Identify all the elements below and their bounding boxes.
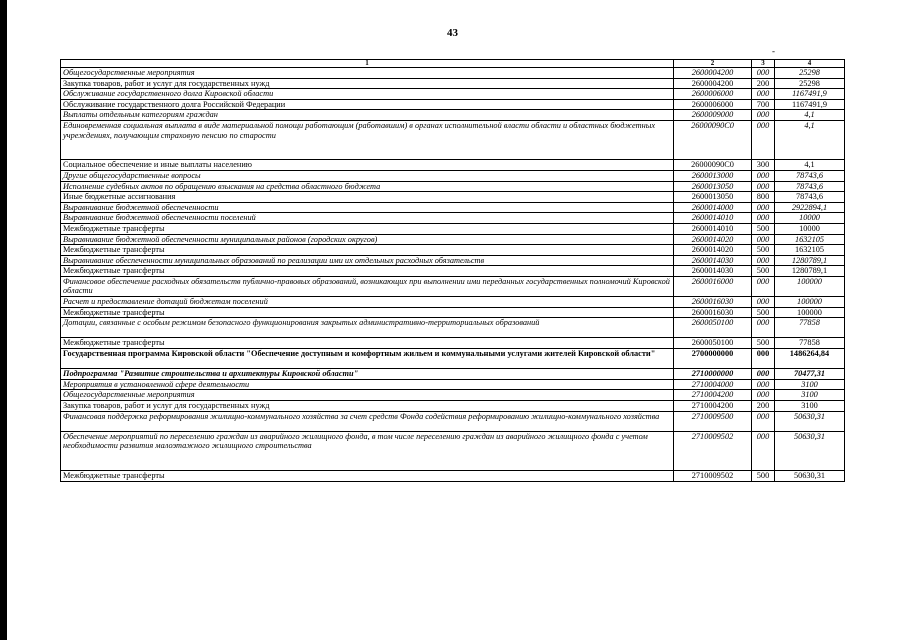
cell-name: Обслуживание государственного долга Российской Федерации (61, 99, 674, 110)
table-row (61, 338, 845, 349)
cell-name: Выравнивание бюджетной обеспеченности (61, 202, 674, 213)
table-row (61, 181, 845, 192)
header-cell-amount: 4 (775, 60, 845, 68)
cell-name: Мероприятия в установленной сфере деятельности (61, 379, 674, 390)
cell-code: 26000090С0 (674, 160, 752, 171)
cell-code: 2600014020 (674, 245, 752, 256)
cell-code: 26000090С0 (674, 120, 752, 159)
cell-amount: 1632105 (775, 245, 845, 256)
table-row (61, 276, 845, 296)
cell-name: Социальное обеспечение и иные выплаты населению (61, 160, 674, 171)
cell-name: Общегосударственные мероприятия (61, 68, 674, 79)
cell-amount: 4,1 (775, 120, 845, 159)
cell-code: 2710000000 (674, 369, 752, 380)
cell-amount: 100000 (775, 276, 845, 296)
cell-name: Финансовая поддержка реформирования жилищно-коммунального хозяйства за счет средств Фонда содействия реформированию жилищно-коммунального хозяйства (61, 411, 674, 431)
table-row (61, 471, 845, 482)
cell-amount: 77858 (775, 338, 845, 349)
cell-code: 2700000000 (674, 349, 752, 369)
cell-code: 2600014030 (674, 266, 752, 277)
cell-vr: 000 (752, 276, 775, 296)
cell-amount: 50630,31 (775, 431, 845, 470)
cell-code: 2600014030 (674, 255, 752, 266)
table-row (61, 255, 845, 266)
cell-code: 2600050100 (674, 338, 752, 349)
cell-name: Выравнивание бюджетной обеспеченности муниципальных районов (городских округов) (61, 234, 674, 245)
cell-amount: 1167491,9 (775, 99, 845, 110)
top-mark: - (772, 46, 775, 56)
cell-name: Закупка товаров, работ и услуг для государственных нужд (61, 78, 674, 89)
cell-code: 2600014010 (674, 223, 752, 234)
cell-name: Межбюджетные трансферты (61, 307, 674, 318)
cell-name: Межбюджетные трансферты (61, 223, 674, 234)
cell-vr: 800 (752, 192, 775, 203)
cell-code: 2600013050 (674, 181, 752, 192)
cell-code: 2600009000 (674, 110, 752, 121)
cell-name: Другие общегосударственные вопросы (61, 170, 674, 181)
table-row (61, 234, 845, 245)
cell-vr: 000 (752, 170, 775, 181)
cell-name: Иные бюджетные ассигнования (61, 192, 674, 203)
cell-code: 2600014010 (674, 213, 752, 224)
table-row (61, 202, 845, 213)
cell-vr: 000 (752, 297, 775, 308)
cell-amount: 78743,6 (775, 192, 845, 203)
table-row (61, 401, 845, 412)
table-row (61, 99, 845, 110)
table-row (61, 379, 845, 390)
cell-name: Выравнивание бюджетной обеспеченности поселений (61, 213, 674, 224)
cell-vr: 200 (752, 401, 775, 412)
cell-amount: 3100 (775, 379, 845, 390)
cell-amount: 50630,31 (775, 411, 845, 431)
cell-name: Межбюджетные трансферты (61, 338, 674, 349)
cell-code: 2600014000 (674, 202, 752, 213)
cell-vr: 500 (752, 223, 775, 234)
cell-amount: 1632105 (775, 234, 845, 245)
table-row (61, 120, 845, 159)
cell-vr: 000 (752, 68, 775, 79)
cell-amount: 25298 (775, 78, 845, 89)
cell-vr: 500 (752, 338, 775, 349)
cell-amount: 1486264,84 (775, 349, 845, 369)
table-row (61, 89, 845, 100)
cell-name: Межбюджетные трансферты (61, 245, 674, 256)
table-row (61, 245, 845, 256)
cell-vr: 300 (752, 160, 775, 171)
cell-amount: 25298 (775, 68, 845, 79)
cell-code: 2710009502 (674, 431, 752, 470)
cell-amount: 4,1 (775, 160, 845, 171)
cell-name: Исполнение судебных актов по обращению взыскания на средства областного бюджета (61, 181, 674, 192)
cell-vr: 000 (752, 234, 775, 245)
cell-name: Подпрограмма "Развитие строительства и архитектуры Кировской области" (61, 369, 674, 380)
cell-name: Единовременная социальная выплата в виде материальной помощи работающим (работавшим) в органах исполнительной власти области и областных бюджетных учреждениях, получающим страховую пенсию по старости (61, 120, 674, 159)
table-row (61, 170, 845, 181)
cell-amount: 1280789,1 (775, 266, 845, 277)
cell-code: 2710009502 (674, 471, 752, 482)
cell-amount: 77858 (775, 318, 845, 338)
table-row (61, 192, 845, 203)
cell-code: 2600050100 (674, 318, 752, 338)
table-row (61, 349, 845, 369)
table-row (61, 223, 845, 234)
cell-amount: 3100 (775, 401, 845, 412)
cell-vr: 000 (752, 349, 775, 369)
cell-amount: 1280789,1 (775, 255, 845, 266)
budget-table (60, 59, 845, 482)
cell-amount: 50630,31 (775, 471, 845, 482)
cell-code: 2600014020 (674, 234, 752, 245)
cell-code: 2600016030 (674, 297, 752, 308)
cell-name: Финансовое обеспечение расходных обязательств публично-правовых образований, возникающих при выполнении ими переданных государственных полномочий Кировской области (61, 276, 674, 296)
cell-vr: 700 (752, 99, 775, 110)
table-row (61, 297, 845, 308)
cell-code: 2710004000 (674, 379, 752, 390)
cell-vr: 000 (752, 181, 775, 192)
cell-amount: 10000 (775, 213, 845, 224)
cell-amount: 10000 (775, 223, 845, 234)
cell-name: Государственная программа Кировской области "Обеспечение доступным и комфортным жильем и коммунальными услугами жителей Кировской области" (61, 349, 674, 369)
page-number: 43 (447, 27, 458, 39)
cell-code: 2600004200 (674, 68, 752, 79)
cell-vr: 200 (752, 78, 775, 89)
cell-vr: 500 (752, 471, 775, 482)
cell-code: 2600013000 (674, 170, 752, 181)
cell-amount: 70477,31 (775, 369, 845, 380)
table-row (61, 411, 845, 431)
cell-vr: 500 (752, 307, 775, 318)
cell-amount: 3100 (775, 390, 845, 401)
table-row (61, 307, 845, 318)
cell-amount: 78743,6 (775, 181, 845, 192)
cell-name: Обеспечение мероприятий по переселению граждан из аварийного жилищного фонда, в том числе переселению граждан из аварийного жилищного фонда с учетом необходимости развития малоэтажного жилищного строительства (61, 431, 674, 470)
cell-name: Межбюджетные трансферты (61, 266, 674, 277)
cell-code: 2710009500 (674, 411, 752, 431)
header-row (61, 60, 845, 68)
table-row (61, 369, 845, 380)
cell-name: Выплаты отдельным категориям граждан (61, 110, 674, 121)
cell-amount: 78743,6 (775, 170, 845, 181)
cell-vr: 000 (752, 431, 775, 470)
cell-code: 2600006000 (674, 89, 752, 100)
cell-code: 2600006000 (674, 99, 752, 110)
table-row (61, 68, 845, 79)
cell-code: 2600016030 (674, 307, 752, 318)
header-cell-vr: 3 (752, 60, 775, 68)
cell-vr: 000 (752, 110, 775, 121)
cell-vr: 000 (752, 213, 775, 224)
scan-edge-bar (0, 0, 7, 640)
cell-amount: 100000 (775, 307, 845, 318)
cell-name: Общегосударственные мероприятия (61, 390, 674, 401)
cell-vr: 000 (752, 318, 775, 338)
header-cell-name: 1 (61, 60, 674, 68)
cell-vr: 000 (752, 120, 775, 159)
table-row (61, 318, 845, 338)
cell-code: 2600004200 (674, 78, 752, 89)
cell-amount: 4,1 (775, 110, 845, 121)
cell-name: Дотации, связанные с особым режимом безопасного функционирования закрытых административно-территориальных образований (61, 318, 674, 338)
cell-name: Выравнивание обеспеченности муниципальных образований по реализации ими их отдельных расходных обязательств (61, 255, 674, 266)
cell-vr: 000 (752, 411, 775, 431)
cell-vr: 000 (752, 202, 775, 213)
table-row (61, 160, 845, 171)
cell-name: Обслуживание государственного долга Кировской области (61, 89, 674, 100)
cell-vr: 000 (752, 390, 775, 401)
cell-vr: 500 (752, 245, 775, 256)
cell-amount: 100000 (775, 297, 845, 308)
cell-name: Расчет и предоставление дотаций бюджетам поселений (61, 297, 674, 308)
table-row (61, 110, 845, 121)
header-cell-code: 2 (674, 60, 752, 68)
cell-name: Закупка товаров, работ и услуг для государственных нужд (61, 401, 674, 412)
cell-code: 2710004200 (674, 390, 752, 401)
cell-amount: 1167491,9 (775, 89, 845, 100)
cell-code: 2600016000 (674, 276, 752, 296)
cell-vr: 000 (752, 255, 775, 266)
table-body (61, 68, 845, 482)
cell-name: Межбюджетные трансферты (61, 471, 674, 482)
table-row (61, 431, 845, 470)
cell-vr: 000 (752, 89, 775, 100)
table-row (61, 213, 845, 224)
cell-code: 2600013050 (674, 192, 752, 203)
table-row (61, 266, 845, 277)
cell-vr: 500 (752, 266, 775, 277)
cell-amount: 2922894,1 (775, 202, 845, 213)
cell-code: 2710004200 (674, 401, 752, 412)
table-row (61, 390, 845, 401)
table-row (61, 78, 845, 89)
cell-vr: 000 (752, 379, 775, 390)
cell-vr: 000 (752, 369, 775, 380)
